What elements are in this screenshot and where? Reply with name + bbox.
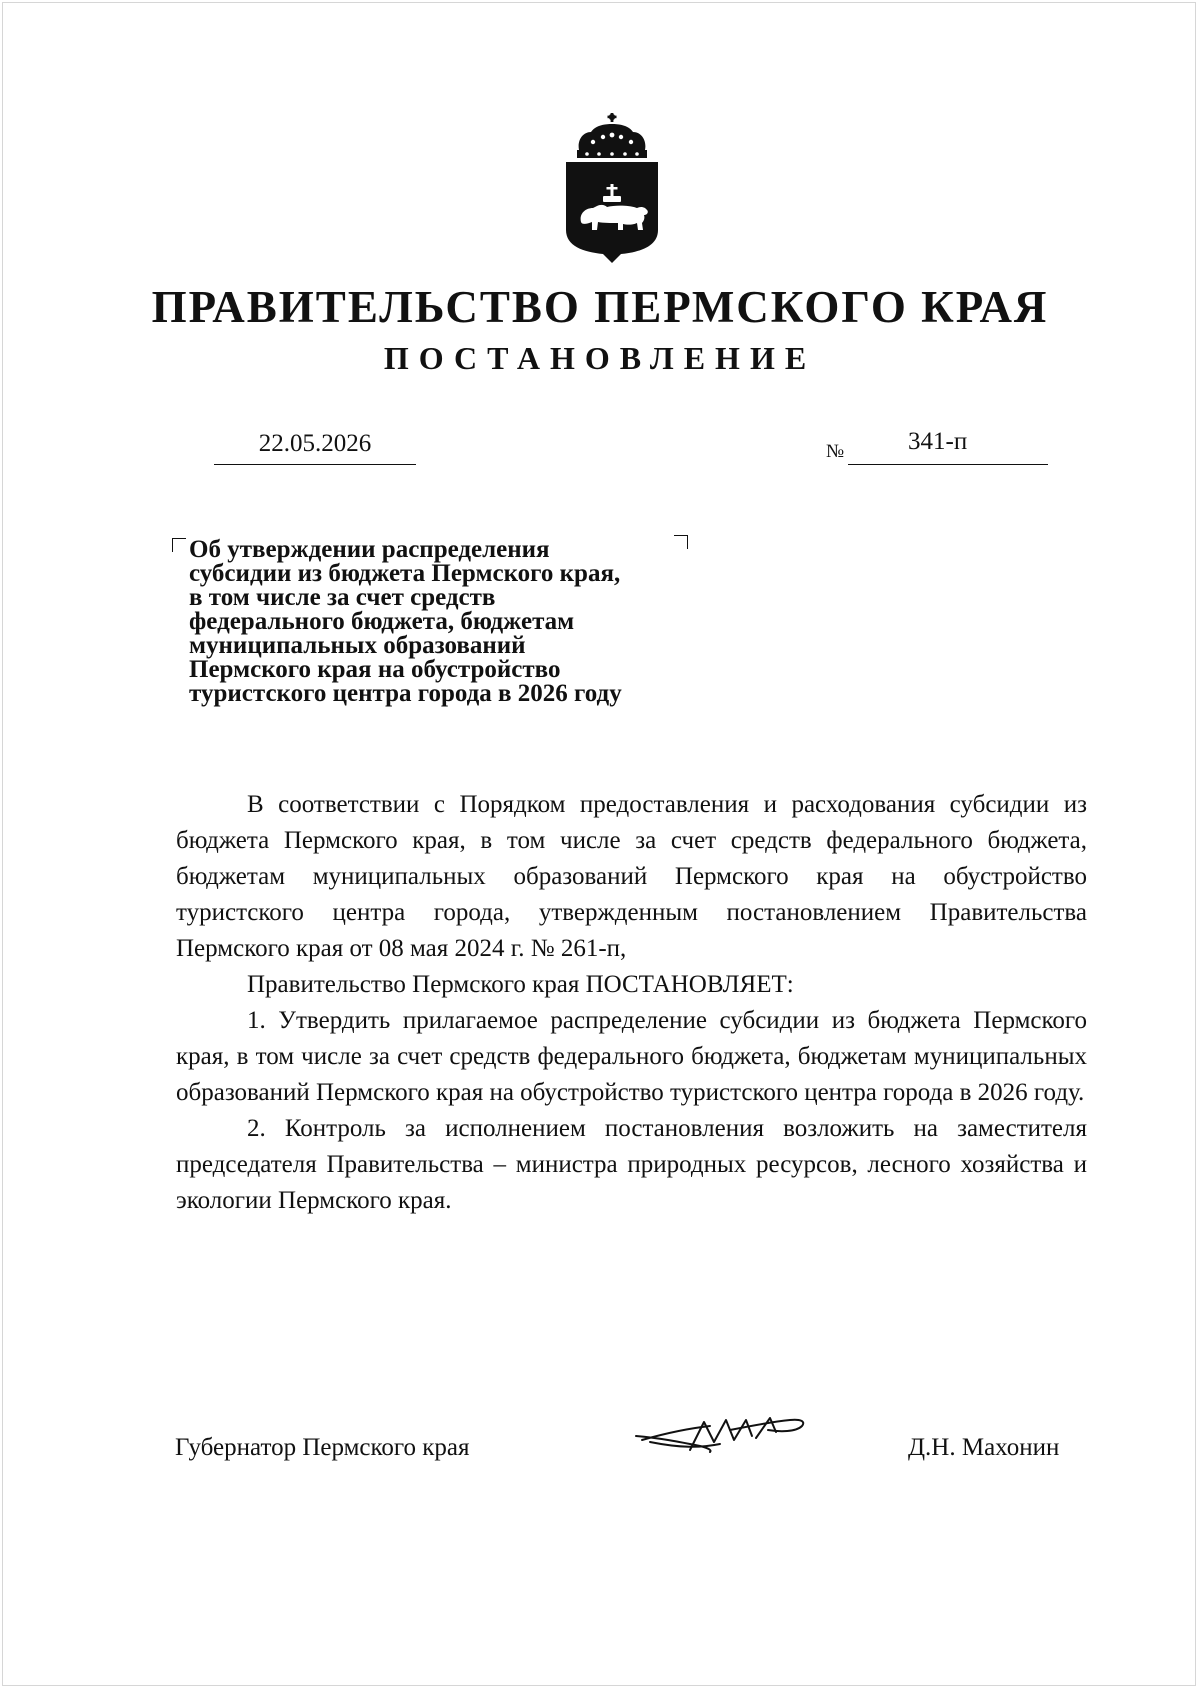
document-number: 341-п: [908, 428, 968, 455]
document-subject: [189, 538, 709, 706]
coat-of-arms-icon: [563, 112, 661, 264]
document-type: ПОСТАНОВЛЕНИЕ: [383, 340, 817, 376]
body-item-1: 1. Утвердить прилагаемое распределение субсидии из бюджета Пермского края, в том числе за счет средств федерального бюджета, бюджетам муниципальных образований Пермского края на обустройство туристского центра города в 2026 году.: [176, 1007, 1087, 1106]
body-resolves: Правительство Пермского края ПОСТАНОВЛЯЕТ:: [247, 971, 794, 998]
handwritten-signature-image: [630, 1412, 810, 1460]
government-title: ПРАВИТЕЛЬСТВО ПЕРМСКОГО КРАЯ: [151, 282, 1049, 332]
subject-line: федерального бюджета, бюджетам: [189, 608, 575, 635]
subject-line: муниципальных образований: [189, 632, 526, 659]
subject-bracket-left: [172, 538, 186, 552]
body-item-2: 2. Контроль за исполнением постановления возложить на заместителя председателя Правительства – министра природных ресурсов, лесного хозяйства и экологии Пермского края.: [176, 1115, 1087, 1214]
signatory-position: Губернатор Пермского края: [175, 1434, 470, 1461]
subject-line: туристского центра города в 2026 году: [189, 680, 622, 707]
subject-line: субсидии из бюджета Пермского края,: [189, 560, 621, 587]
body-preamble: В соответствии с Порядком предоставления и расходования субсидии из бюджета Пермского края, в том числе за счет средств федерального бюджета, бюджетам муниципальных образований Пермского края на обустройство туристского центра города, утвержденным постановлением Правительства Пермского края от 08 мая 2024 г. № 261-п,: [176, 791, 1087, 962]
document-number-field: [848, 422, 1048, 465]
subject-line: Об утверждении распределения: [189, 536, 550, 563]
subject-line: Пермского края на обустройство: [189, 656, 561, 683]
document-body: [176, 787, 1087, 1219]
signature-block: [0, 1412, 1200, 1472]
number-sign: №: [826, 441, 845, 462]
signatory-name: Д.Н. Махонин: [908, 1434, 1060, 1461]
subject-line: в том числе за счет средств: [189, 584, 496, 611]
document-date: 22.05.2026: [214, 424, 416, 465]
